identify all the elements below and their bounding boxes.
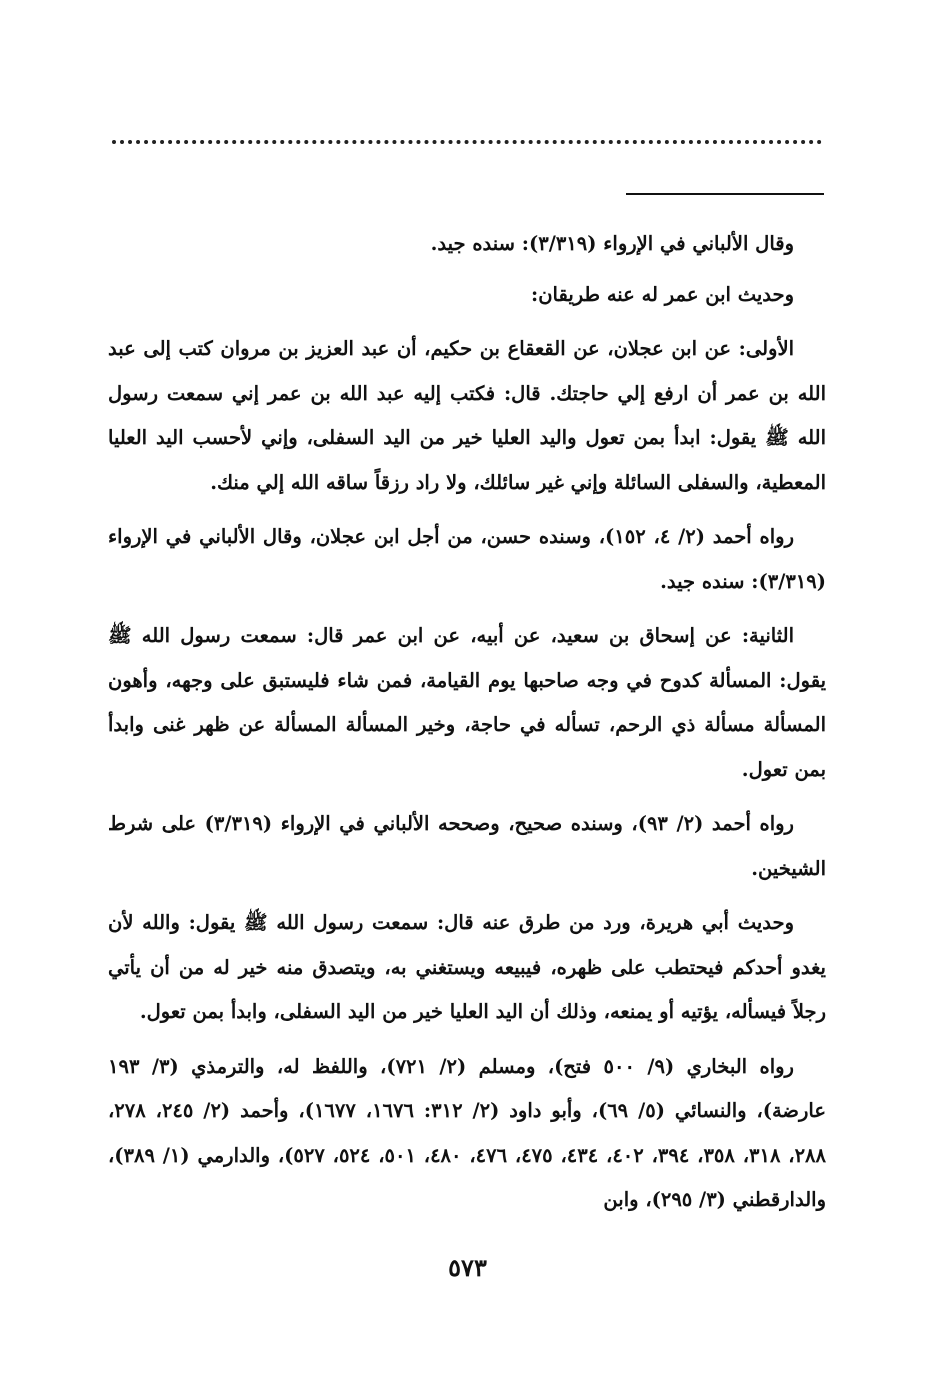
- paragraph: وقال الألباني في الإرواء (٣/٣١٩): سنده جيد.: [430, 232, 794, 255]
- paragraph: الثانية: عن إسحاق بن سعيد، عن أبيه، عن ابن عمر قال: سمعت رسول الله ﷺ يقول: المسألة كدوح في وجه صاحبها يوم القيامة، فمن شاء فليستبق على وجهه، وأهون المسألة مسألة ذي الرحم، تسأله في حاجة، وخير المسألة المسألة عن ظهر غنى وابدأ بمن تعول.: [108, 624, 826, 781]
- paragraph: رواه أحمد (٢/ ٩٣)، وسنده صحيح، وصححه الألباني في الإرواء (٣/٣١٩) على شرط الشيخين.: [108, 812, 826, 880]
- page-number: ٥٧٣: [448, 1253, 487, 1282]
- paragraph: الأولى: عن ابن عجلان، عن القعقاع بن حكيم، أن عبد العزيز بن مروان كتب إلى عبد الله بن عمر أن ارفع إلي حاجتك. قال: فكتب إليه عبد الله بن عمر إني سمعت رسول الله ﷺ يقول: ابدأ بمن تعول واليد العليا خير من اليد السفلى، وإني لأحسب اليد العليا المعطية، والسفلى السائلة وإني غير سائلك، ولا راد رزقاً ساقه الله إلي منك.: [108, 337, 826, 494]
- paragraph: وحديث أبي هريرة، ورد من طرق عنه قال: سمعت رسول الله ﷺ يقول: والله لأن يغدو أحدكم فيحتطب على ظهره، فيبيعه ويستغني به، ويتصدق منه خير له من أن يأتي رجلاً فيسأله، يؤتيه أو يمنعه، وذلك أن اليد العليا خير من اليد السفلى، وابدأ بمن تعول.: [108, 911, 826, 1023]
- paragraph: رواه البخاري (٩/ ٥٠٠ فتح)، ومسلم (٢/ ٧٢١)، واللفظ له، والترمذي (٣/ ١٩٣ عارضة)، والنسائي (٥/ ٦٩)، وأبو داود (٢/ ٣١٢: ١٦٧٦، ١٦٧٧)، وأحمد (٢/ ٢٤٥، ٢٧٨، ٢٨٨، ٣١٨، ٣٥٨، ٣٩٤، ٤٠٢، ٤٣٤، ٤٧٥، ٤٧٦، ٤٨٠، ٥٠١، ٥٢٤، ٥٢٧)، والدارمي (١/ ٣٨٩)، والدارقطني (٣/ ٢٩٥)، وابن: [108, 1054, 826, 1211]
- dotted-separator: [112, 140, 822, 144]
- footnote-text: [108, 222, 826, 1233]
- paragraph: وحديث ابن عمر له عنه طريقان:: [531, 282, 794, 306]
- footnote-separator: [626, 193, 824, 195]
- paragraph: رواه أحمد (٢/ ٤، ١٥٢)، وسنده حسن، من أجل ابن عجلان، وقال الألباني في الإرواء (٣/٣١٩): سنده جيد.: [108, 525, 826, 593]
